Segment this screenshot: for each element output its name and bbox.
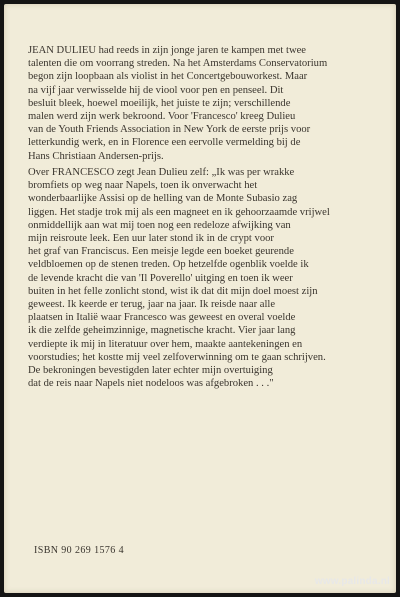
text-line: na vijf jaar verwisselde hij de viool voor pen en penseel. Dit	[28, 84, 284, 96]
author-quote	[28, 166, 378, 390]
quote-paragraph	[28, 166, 378, 390]
text-line: besluit bleek, hoewel moeilijk, het juiste te zijn; verschillende	[28, 97, 291, 109]
biography-paragraph	[28, 44, 378, 163]
text-line: ik die zelfde geheimzinnige, magnetische kracht. Vier jaar lang	[28, 325, 296, 337]
watermark-text: www.palinda.nl	[314, 576, 390, 587]
text-line: geweest. Ik keerde er terug, jaar na jaar. Ik reisde naar alle	[28, 299, 276, 311]
text-line: JEAN DULIEU had reeds in zijn jonge jaren te kampen met twee	[28, 45, 306, 56]
text-line: buiten in het felle zonlicht stond, wist ik dat dit mijn doel moest zijn	[28, 285, 318, 297]
text-line: veldbloemen op de stenen treden. Op hetzelfde ogenblik voelde ik	[28, 259, 309, 271]
text-line: verdiepte ik mij in literatuur over hem, maakte aantekeningen en	[28, 338, 303, 350]
text-line: letterkundig werk, en in Florence een eervolle vermelding bij de	[28, 137, 301, 149]
text-line: wonderbaarlijke Assisi op de helling van de Monte Subasio zag	[28, 193, 298, 205]
text-line: bromfiets op weg naar Napels, toen ik onverwacht het	[28, 180, 258, 192]
text-line: onmiddellijk aan wat mij toen nog een redeloze afwijking van	[28, 219, 291, 231]
text-line: malen werd zijn werk bekroond. Voor 'Francesco' kreeg Dulieu	[28, 111, 296, 123]
text-line: de levende kracht die van 'Il Poverello' uitging en toen ik weer	[28, 272, 293, 284]
text-line: voorstudies; het kostte mij veel zelfoverwinning om te gaan schrijven.	[28, 351, 326, 363]
text-line: De bekroningen bevestigden later echter mijn overtuiging	[28, 365, 273, 377]
text-line: talenten die om voorrang streden. Na het Amsterdams Conservatorium	[28, 58, 328, 70]
author-biography	[28, 44, 378, 163]
text-line: Hans Christiaan Andersen-prijs.	[28, 150, 164, 162]
text-line: van de Youth Friends Association in New York de eerste prijs voor	[28, 124, 311, 136]
text-line: liggen. Het stadje trok mij als een magneet en ik gehoorzaamde vrijwel	[28, 206, 330, 218]
text-line: Over FRANCESCO zegt Jean Dulieu zelf: „Ik was per wrakke	[28, 167, 295, 178]
text-line: het graf van Franciscus. Een meisje legde een boeket geurende	[28, 246, 294, 258]
isbn-number: ISBN 90 269 1576 4	[34, 545, 124, 556]
text-line: begon zijn loopbaan als violist in het Concertgebouworkest. Maar	[28, 71, 308, 83]
text-line: plaatsen in Italië waar Francesco was geweest en overal voelde	[28, 312, 296, 324]
text-line: mijn reisroute leek. Een uur later stond ik in de crypt voor	[28, 233, 274, 245]
text-line: dat de reis naar Napels niet nodeloos was afgebroken . . ."	[28, 378, 274, 390]
